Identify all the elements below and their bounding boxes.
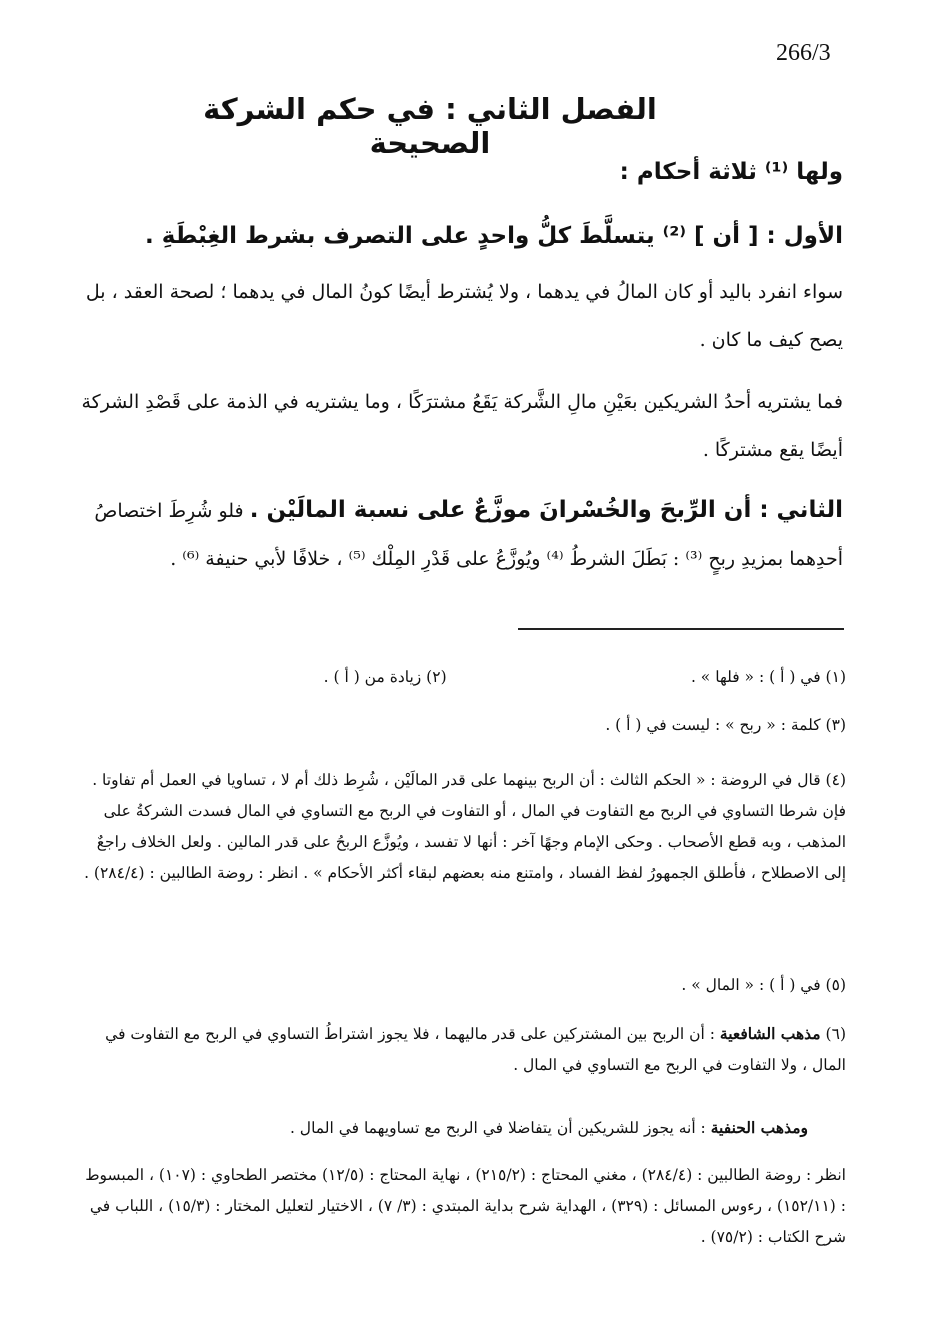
rule-2-paragraph [78, 486, 843, 583]
intro-line: ولها ⁽¹⁾ ثلاثة أحكام : [619, 159, 843, 185]
rule-1-heading: الأول : [ أن ] ⁽²⁾ يتسلَّطَ كلُّ واحدٍ على التصرف بشرط الغِبْطَةِ . [144, 223, 843, 249]
rule-2-text: فلو شُرِطَ اختصاصُ أحدِهما بمزيدِ ربحٍ ⁽³⁾ : بَطَلَ الشرطُ ⁽⁴⁾ ويُوزَّعُ على قَدْرِ المِلْك ⁽⁵⁾ ، خلافًا لأبي حنيفة ⁽⁶⁾ . [94, 500, 843, 570]
rule-2-heading: الثاني : أن الرِّبحَ والخُسْرانَ موزَّعٌ على نسبة المالَيْن . [249, 497, 843, 523]
hanafi-note [78, 1112, 808, 1144]
rule-1-paragraph-1: سواء انفرد باليد أو كان المالُ في يدهما ، ولا يُشترط أيضًا كونُ المال في يدهما ؛ لصحة العقد ، بل يصح كيف ما كان . [85, 281, 843, 351]
footnote-1: (١) في ( أ ) : « فلها » . [690, 668, 846, 686]
footnote-6 [78, 1018, 846, 1081]
shafii-label: مذهب الشافعية [719, 1024, 821, 1043]
references: انظر : روضة الطالبين : (٢٨٤/٤) ، مغني المحتاج : (٢١٥/٢) ، نهاية المحتاج : (١٢/٥) مختصر الطحاوي : (١٠٧) ، المبسوط : (١٥٢/١١) ، رءوس المسائل : (٣٢٩) ، الهداية شرح بداية المبتدي : (٣/ ٧) ، الاختيار لتعليل المختار : (١٥/٣) ، اللباب في شرح الكتاب : (٧٥/٢) . [85, 1166, 846, 1246]
footnote-3: (٣) كلمة : « ربح » : ليست في ( أ ) . [605, 716, 846, 734]
footnote-separator [518, 628, 844, 630]
footnote-2: (٢) زيادة من ( أ ) . [323, 668, 447, 686]
hanafi-label: ومذهب الحنفية [710, 1118, 808, 1137]
page-number: 266/3 [776, 40, 831, 66]
rule-1-paragraph-2: فما يشتريه أحدُ الشريكين بعَيْنِ مالِ الشَّركة يَقَعُ مشترَكًا ، وما يشتريه في الذمة على قَصْدِ الشركة أيضًا يقع مشتركًا . [81, 391, 843, 461]
footnote-5: (٥) في ( أ ) : « المال » . [681, 976, 846, 994]
chapter-title: الفصل الثاني : في حكم الشركة الصحيحة [203, 92, 657, 160]
shafii-text: : أن الربح بين المشتركين على قدر ماليهما ، فلا يجوز اشتراطُ التساوي في الربح مع التفاوت في المال ، ولا التفاوت في الربح مع التساوي في المال . [105, 1025, 846, 1074]
footnote-4: (٤) قال في الروضة : « الحكم الثالث : أن الربح بينهما على قدر المالَيْن ، شُرِط ذلك أم لا ، تساويا في العمل أم تفاوتا . فإن شرطا التساوي في الربح مع التفاوت في المال ، أو التفاوت في الربح مع التساوي في المال فسدت الشركةُ على المذهب ، وبه قطع الأصحاب . وحكى الإمام وجهًا آخر : أنها لا تفسد ، ويُوزَّع الربحُ على قدر المالين . ولعل الخلاف راجعٌ إلى الاصطلاح ، فأطلق الجمهورُ لفظ الفساد ، وامتنع منه بعضهم لبقاء أكثر الأحكام » . انظر : روضة الطالبين : (٢٨٤/٤) . [84, 771, 846, 882]
footnote-6-number: (٦) [825, 1025, 846, 1043]
footnote-row-1-2 [78, 662, 846, 693]
hanafi-text: : أنه يجوز للشريكين أن يتفاضلا في الربح مع تساويهما في المال . [289, 1119, 706, 1137]
